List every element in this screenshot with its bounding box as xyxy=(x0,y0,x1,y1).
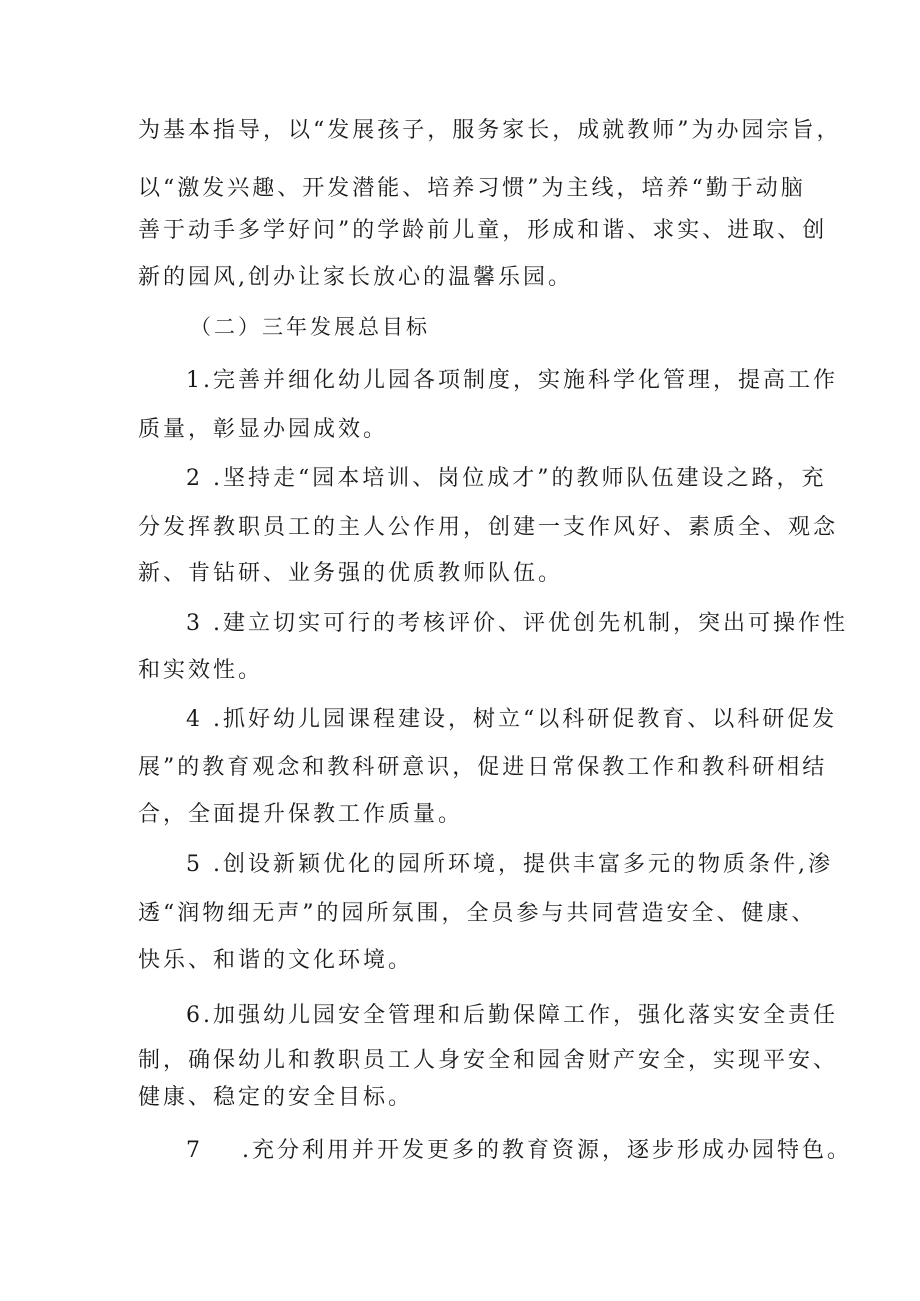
goal-6-line-1: 6.加强幼儿园安全管理和后勤保障工作，强化落实安全责任 xyxy=(186,1003,838,1028)
goal-5-line-2: 透“润物细无声”的园所氛围，全员参与共同营造安全、健康、 xyxy=(138,901,817,926)
goal-1-line-2: 质量，彰显办园成效。 xyxy=(138,417,389,442)
goal-3-line-2: 和实效性。 xyxy=(138,658,264,683)
goal-5-line-3: 快乐、和谐的文化环境。 xyxy=(138,948,414,973)
goal-2-line-1: 2 .坚持走“园本培训、岗位成才”的教师队伍建设之路，充 xyxy=(186,466,827,491)
intro-line-1: 为基本指导，以“发展孩子，服务家长，成就教师”为办园宗旨， xyxy=(138,118,842,143)
goal-2-line-2: 分发挥教职员工的主人公作用，创建一支作风好、素质全、观念 xyxy=(138,515,839,540)
goal-1-line-1: 1.完善并细化幼儿园各项制度，实施科学化管理，提高工作 xyxy=(186,368,838,393)
goal-2-line-3: 新、肯钻研、业务强的优质教师队伍。 xyxy=(138,561,564,586)
intro-line-4: 新的园风,创办让家长放心的温馨乐园。 xyxy=(138,265,573,290)
goal-6-line-2: 制，确保幼儿和教职员工人身安全和园舍财产安全，实现平安、 xyxy=(138,1048,839,1073)
intro-line-2: 以“激发兴趣、开发潜能、培养习惯”为主线，培养“勤于动脑 xyxy=(138,176,806,201)
goal-6-line-3: 健康、稳定的安全目标。 xyxy=(138,1085,414,1110)
goal-7-text: .充分利用并开发更多的教育资源，逐步形成办园特色。 xyxy=(242,1138,852,1163)
goal-4-line-3: 合，全面提升保教工作质量。 xyxy=(138,802,464,827)
goal-7-line xyxy=(186,1136,852,1166)
goal-5-line-1: 5 .创设新颖优化的园所环境，提供丰富多元的物质条件,渗 xyxy=(186,852,833,877)
goal-4-line-1: 4 .抓好幼儿园课程建设，树立“以科研促教育、以科研促发 xyxy=(186,707,838,732)
goal-4-line-2: 展”的教育观念和教科研意识，促进日常保教工作和教科研相结 xyxy=(138,755,828,780)
goal-3-line-1: 3 .建立切实可行的考核评价、评优创先机制，突出可操作性 xyxy=(186,611,848,636)
section-heading: （二）三年发展总目标 xyxy=(190,315,430,339)
goal-7-number: 7 xyxy=(186,1138,203,1163)
intro-line-3: 善于动手多学好问”的学龄前儿童，形成和谐、求实、进取、创 xyxy=(138,218,828,243)
